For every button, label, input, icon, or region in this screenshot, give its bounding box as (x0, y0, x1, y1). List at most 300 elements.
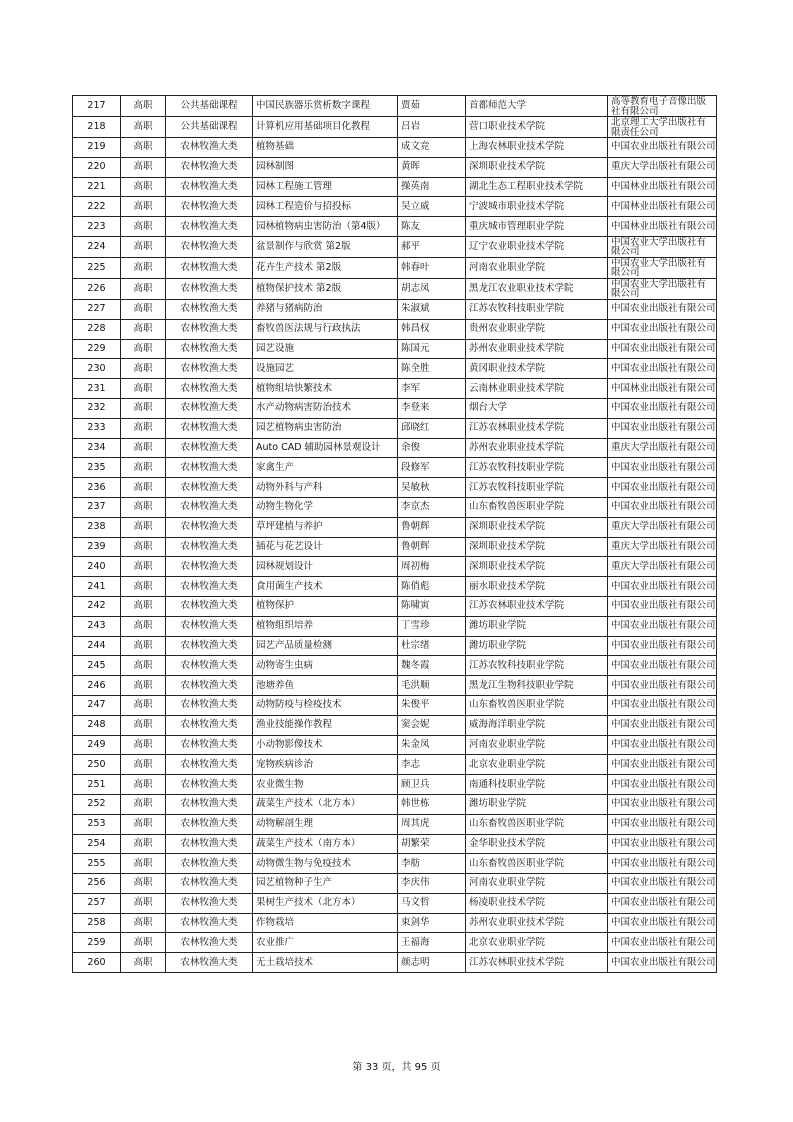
school-cell: 黄冈职业技术学院 (466, 359, 608, 379)
row-number-cell: 246 (73, 676, 121, 696)
category-cell: 农林牧渔大类 (166, 299, 253, 319)
course-name-cell: 园林制图 (253, 157, 398, 177)
row-number-cell: 229 (73, 339, 121, 359)
category-cell: 农林牧渔大类 (166, 339, 253, 359)
row-number-cell: 234 (73, 438, 121, 458)
level-cell: 高职 (121, 319, 166, 339)
author-cell: 杜宗绪 (398, 636, 466, 656)
category-cell: 农林牧渔大类 (166, 814, 253, 834)
publisher-cell: 中国农业出版社有限公司 (608, 715, 717, 735)
category-cell: 农林牧渔大类 (166, 438, 253, 458)
author-cell: 鲁朝辉 (398, 537, 466, 557)
publisher-cell: 中国农业出版社有限公司 (608, 596, 717, 616)
author-cell: 陈俏彪 (398, 577, 466, 597)
level-cell: 高职 (121, 478, 166, 498)
school-cell: 潍坊职业学院 (466, 616, 608, 636)
category-cell: 农林牧渔大类 (166, 577, 253, 597)
row-number-cell: 220 (73, 157, 121, 177)
school-cell: 金华职业技术学院 (466, 834, 608, 854)
author-cell: 周初梅 (398, 557, 466, 577)
course-name-cell: 园林植物病虫害防治（第4版） (253, 217, 398, 237)
row-number-cell: 217 (73, 96, 121, 117)
level-cell: 高职 (121, 577, 166, 597)
publisher-cell: 中国农业出版社有限公司 (608, 854, 717, 874)
category-cell: 农林牧渔大类 (166, 933, 253, 953)
author-cell: 窦会妮 (398, 715, 466, 735)
publisher-cell: 北京理工大学出版社有限责任公司 (608, 117, 717, 138)
school-cell: 云南林业职业技术学院 (466, 379, 608, 399)
school-cell: 江苏农林职业技术学院 (466, 953, 608, 973)
course-name-cell: Auto CAD 辅助园林景观设计 (253, 438, 398, 458)
row-number-cell: 226 (73, 278, 121, 299)
course-name-cell: 植物组培快繁技术 (253, 379, 398, 399)
table-row (73, 339, 717, 359)
level-cell: 高职 (121, 616, 166, 636)
publisher-cell: 中国农业出版社有限公司 (608, 478, 717, 498)
category-cell: 农林牧渔大类 (166, 636, 253, 656)
table-row (73, 236, 717, 257)
level-cell: 高职 (121, 893, 166, 913)
school-cell: 首都师范大学 (466, 96, 608, 117)
row-number-cell: 248 (73, 715, 121, 735)
school-cell: 江苏农牧科技职业学院 (466, 458, 608, 478)
author-cell: 韩世栋 (398, 794, 466, 814)
author-cell: 邱晓红 (398, 418, 466, 438)
school-cell: 辽宁农业职业技术学院 (466, 236, 608, 257)
publisher-cell: 中国农业出版社有限公司 (608, 735, 717, 755)
category-cell: 农林牧渔大类 (166, 458, 253, 478)
table-row (73, 478, 717, 498)
category-cell: 农林牧渔大类 (166, 517, 253, 537)
level-cell: 高职 (121, 874, 166, 894)
school-cell: 河南农业职业学院 (466, 874, 608, 894)
table-row (73, 577, 717, 597)
school-cell: 重庆城市管理职业学院 (466, 217, 608, 237)
publisher-cell: 中国农业出版社有限公司 (608, 755, 717, 775)
row-number-cell: 232 (73, 398, 121, 418)
row-number-cell: 233 (73, 418, 121, 438)
row-number-cell: 231 (73, 379, 121, 399)
course-name-cell: 农业微生物 (253, 775, 398, 795)
category-cell: 农林牧渔大类 (166, 735, 253, 755)
author-cell: 韩春叶 (398, 257, 466, 278)
row-number-cell: 243 (73, 616, 121, 636)
school-cell: 河南农业职业学院 (466, 257, 608, 278)
row-number-cell: 219 (73, 138, 121, 158)
publisher-cell: 中国农业大学出版社有限公司 (608, 236, 717, 257)
course-name-cell: 畜牧兽医法规与行政执法 (253, 319, 398, 339)
author-cell: 束剑华 (398, 913, 466, 933)
row-number-cell: 227 (73, 299, 121, 319)
course-name-cell: 食用菌生产技术 (253, 577, 398, 597)
publisher-cell: 中国农业出版社有限公司 (608, 656, 717, 676)
category-cell: 农林牧渔大类 (166, 874, 253, 894)
page-number: 第 33 页，共 95 页 (352, 1062, 441, 1073)
level-cell: 高职 (121, 458, 166, 478)
level-cell: 高职 (121, 379, 166, 399)
table-row (73, 438, 717, 458)
level-cell: 高职 (121, 497, 166, 517)
table-row (73, 117, 717, 138)
row-number-cell: 237 (73, 497, 121, 517)
row-number-cell: 247 (73, 695, 121, 715)
school-cell: 江苏农林职业技术学院 (466, 596, 608, 616)
level-cell: 高职 (121, 854, 166, 874)
row-number-cell: 252 (73, 794, 121, 814)
table-row (73, 96, 717, 117)
table-row (73, 157, 717, 177)
level-cell: 高职 (121, 913, 166, 933)
table-row (73, 715, 717, 735)
category-cell: 农林牧渔大类 (166, 775, 253, 795)
row-number-cell: 230 (73, 359, 121, 379)
level-cell: 高职 (121, 217, 166, 237)
row-number-cell: 244 (73, 636, 121, 656)
course-name-cell: 动物外科与产科 (253, 478, 398, 498)
category-cell: 农林牧渔大类 (166, 398, 253, 418)
course-name-cell: 植物组织培养 (253, 616, 398, 636)
category-cell: 农林牧渔大类 (166, 497, 253, 517)
course-name-cell: 动物寄生虫病 (253, 656, 398, 676)
author-cell: 郝平 (398, 236, 466, 257)
author-cell: 陈全胜 (398, 359, 466, 379)
row-number-cell: 236 (73, 478, 121, 498)
author-cell: 吕岩 (398, 117, 466, 138)
school-cell: 江苏农牧科技职业学院 (466, 656, 608, 676)
school-cell: 深圳职业技术学院 (466, 537, 608, 557)
school-cell: 山东畜牧兽医职业学院 (466, 497, 608, 517)
school-cell: 威海海洋职业学院 (466, 715, 608, 735)
row-number-cell: 249 (73, 735, 121, 755)
row-number-cell: 260 (73, 953, 121, 973)
row-number-cell: 224 (73, 236, 121, 257)
table-row (73, 854, 717, 874)
level-cell: 高职 (121, 257, 166, 278)
category-cell: 农林牧渔大类 (166, 217, 253, 237)
category-cell: 农林牧渔大类 (166, 715, 253, 735)
table-row (73, 537, 717, 557)
row-number-cell: 241 (73, 577, 121, 597)
school-cell: 山东畜牧兽医职业学院 (466, 695, 608, 715)
school-cell: 黑龙江农业职业技术学院 (466, 278, 608, 299)
table-row (73, 735, 717, 755)
author-cell: 朱俊平 (398, 695, 466, 715)
course-name-cell: 草坪建植与养护 (253, 517, 398, 537)
school-cell: 苏州农业职业技术学院 (466, 438, 608, 458)
level-cell: 高职 (121, 278, 166, 299)
table-row (73, 893, 717, 913)
category-cell: 农林牧渔大类 (166, 656, 253, 676)
row-number-cell: 242 (73, 596, 121, 616)
category-cell: 农林牧渔大类 (166, 537, 253, 557)
school-cell: 潍坊职业学院 (466, 794, 608, 814)
publisher-cell: 中国农业出版社有限公司 (608, 953, 717, 973)
publisher-cell: 重庆大学出版社有限公司 (608, 537, 717, 557)
publisher-cell: 中国农业出版社有限公司 (608, 339, 717, 359)
course-name-cell: 池塘养鱼 (253, 676, 398, 696)
publisher-cell: 重庆大学出版社有限公司 (608, 157, 717, 177)
author-cell: 毛洪顺 (398, 676, 466, 696)
row-number-cell: 256 (73, 874, 121, 894)
category-cell: 农林牧渔大类 (166, 157, 253, 177)
category-cell: 农林牧渔大类 (166, 418, 253, 438)
school-cell: 苏州农业职业技术学院 (466, 339, 608, 359)
row-number-cell: 251 (73, 775, 121, 795)
school-cell: 江苏农牧科技职业学院 (466, 478, 608, 498)
course-name-cell: 植物基础 (253, 138, 398, 158)
row-number-cell: 225 (73, 257, 121, 278)
level-cell: 高职 (121, 695, 166, 715)
category-cell: 农林牧渔大类 (166, 913, 253, 933)
school-cell: 湖北生态工程职业技术学院 (466, 177, 608, 197)
course-name-cell: 园艺产品质量检测 (253, 636, 398, 656)
level-cell: 高职 (121, 596, 166, 616)
row-number-cell: 259 (73, 933, 121, 953)
author-cell: 李庆伟 (398, 874, 466, 894)
level-cell: 高职 (121, 236, 166, 257)
category-cell: 农林牧渔大类 (166, 794, 253, 814)
publisher-cell: 中国农业出版社有限公司 (608, 418, 717, 438)
level-cell: 高职 (121, 517, 166, 537)
category-cell: 农林牧渔大类 (166, 755, 253, 775)
author-cell: 吴立威 (398, 197, 466, 217)
category-cell: 农林牧渔大类 (166, 236, 253, 257)
level-cell: 高职 (121, 755, 166, 775)
table-row (73, 418, 717, 438)
school-cell: 山东畜牧兽医职业学院 (466, 854, 608, 874)
author-cell: 胡志凤 (398, 278, 466, 299)
publisher-cell: 中国农业出版社有限公司 (608, 398, 717, 418)
school-cell: 深圳职业技术学院 (466, 157, 608, 177)
author-cell: 贾茹 (398, 96, 466, 117)
author-cell: 李舫 (398, 854, 466, 874)
school-cell: 苏州农业职业技术学院 (466, 913, 608, 933)
level-cell: 高职 (121, 834, 166, 854)
row-number-cell: 240 (73, 557, 121, 577)
table-row (73, 138, 717, 158)
author-cell: 朱金凤 (398, 735, 466, 755)
level-cell: 高职 (121, 814, 166, 834)
course-name-cell: 设施园艺 (253, 359, 398, 379)
publisher-cell: 中国农业出版社有限公司 (608, 359, 717, 379)
course-name-cell: 动物生物化学 (253, 497, 398, 517)
author-cell: 马文哲 (398, 893, 466, 913)
table-row (73, 177, 717, 197)
table-row (73, 695, 717, 715)
school-cell: 杨凌职业技术学院 (466, 893, 608, 913)
author-cell: 王福海 (398, 933, 466, 953)
course-name-cell: 小动物影像技术 (253, 735, 398, 755)
category-cell: 公共基础课程 (166, 96, 253, 117)
author-cell: 胡繁荣 (398, 834, 466, 854)
publisher-cell: 中国农业大学出版社有限公司 (608, 257, 717, 278)
author-cell: 陈友 (398, 217, 466, 237)
school-cell: 深圳职业技术学院 (466, 557, 608, 577)
course-name-cell: 动物防疫与检疫技术 (253, 695, 398, 715)
author-cell: 魏冬霞 (398, 656, 466, 676)
school-cell: 黑龙江生物科技职业学院 (466, 676, 608, 696)
publisher-cell: 中国农业出版社有限公司 (608, 299, 717, 319)
level-cell: 高职 (121, 138, 166, 158)
publisher-cell: 中国林业出版社有限公司 (608, 379, 717, 399)
row-number-cell: 250 (73, 755, 121, 775)
course-name-cell: 计算机应用基础项目化教程 (253, 117, 398, 138)
publisher-cell: 中国林业出版社有限公司 (608, 177, 717, 197)
level-cell: 高职 (121, 656, 166, 676)
row-number-cell: 221 (73, 177, 121, 197)
school-cell: 上海农林职业技术学院 (466, 138, 608, 158)
school-cell: 贵州农业职业学院 (466, 319, 608, 339)
textbook-table (72, 95, 717, 973)
level-cell: 高职 (121, 177, 166, 197)
table-row (73, 656, 717, 676)
author-cell: 朱淑斌 (398, 299, 466, 319)
category-cell: 农林牧渔大类 (166, 854, 253, 874)
publisher-cell: 高等教育电子音像出版社有限公司 (608, 96, 717, 117)
category-cell: 农林牧渔大类 (166, 557, 253, 577)
category-cell: 农林牧渔大类 (166, 478, 253, 498)
table-row (73, 775, 717, 795)
row-number-cell: 255 (73, 854, 121, 874)
level-cell: 高职 (121, 794, 166, 814)
table-row (73, 557, 717, 577)
category-cell: 农林牧渔大类 (166, 676, 253, 696)
school-cell: 潍坊职业学院 (466, 636, 608, 656)
table-row (73, 197, 717, 217)
publisher-cell: 中国农业出版社有限公司 (608, 933, 717, 953)
course-name-cell: 植物保护 (253, 596, 398, 616)
level-cell: 高职 (121, 359, 166, 379)
row-number-cell: 235 (73, 458, 121, 478)
category-cell: 农林牧渔大类 (166, 695, 253, 715)
school-cell: 深圳职业技术学院 (466, 517, 608, 537)
table-row (73, 953, 717, 973)
level-cell: 高职 (121, 96, 166, 117)
table-row (73, 834, 717, 854)
table-row (73, 319, 717, 339)
publisher-cell: 中国农业出版社有限公司 (608, 874, 717, 894)
row-number-cell: 222 (73, 197, 121, 217)
course-name-cell: 园艺设施 (253, 339, 398, 359)
publisher-cell: 中国农业出版社有限公司 (608, 138, 717, 158)
course-name-cell: 无土栽培技术 (253, 953, 398, 973)
level-cell: 高职 (121, 398, 166, 418)
school-cell: 南通科技职业学院 (466, 775, 608, 795)
row-number-cell: 257 (73, 893, 121, 913)
level-cell: 高职 (121, 775, 166, 795)
category-cell: 农林牧渔大类 (166, 616, 253, 636)
author-cell: 丁雪珍 (398, 616, 466, 636)
table-row (73, 913, 717, 933)
course-name-cell: 植物保护技术 第2版 (253, 278, 398, 299)
level-cell: 高职 (121, 735, 166, 755)
course-name-cell: 渔业技能操作教程 (253, 715, 398, 735)
publisher-cell: 中国农业大学出版社有限公司 (608, 278, 717, 299)
author-cell: 成文竞 (398, 138, 466, 158)
level-cell: 高职 (121, 299, 166, 319)
publisher-cell: 中国农业出版社有限公司 (608, 794, 717, 814)
course-name-cell: 园林工程施工管理 (253, 177, 398, 197)
publisher-cell: 中国农业出版社有限公司 (608, 814, 717, 834)
level-cell: 高职 (121, 557, 166, 577)
table-row (73, 299, 717, 319)
school-cell: 江苏农林职业技术学院 (466, 418, 608, 438)
school-cell: 山东畜牧兽医职业学院 (466, 814, 608, 834)
course-name-cell: 果树生产技术（北方本） (253, 893, 398, 913)
table-row (73, 458, 717, 478)
category-cell: 农林牧渔大类 (166, 177, 253, 197)
course-name-cell: 园林工程造价与招投标 (253, 197, 398, 217)
publisher-cell: 中国农业出版社有限公司 (608, 834, 717, 854)
course-name-cell: 家禽生产 (253, 458, 398, 478)
publisher-cell: 中国农业出版社有限公司 (608, 893, 717, 913)
table-row (73, 257, 717, 278)
publisher-cell: 中国农业出版社有限公司 (608, 616, 717, 636)
level-cell: 高职 (121, 715, 166, 735)
row-number-cell: 239 (73, 537, 121, 557)
author-cell: 李志 (398, 755, 466, 775)
table-row (73, 636, 717, 656)
row-number-cell: 228 (73, 319, 121, 339)
author-cell: 段修军 (398, 458, 466, 478)
course-name-cell: 动物解剖生理 (253, 814, 398, 834)
course-name-cell: 养猪与猪病防治 (253, 299, 398, 319)
course-name-cell: 蔬菜生产技术（南方本） (253, 834, 398, 854)
publisher-cell: 中国农业出版社有限公司 (608, 695, 717, 715)
table-row (73, 517, 717, 537)
course-name-cell: 插花与花艺设计 (253, 537, 398, 557)
table-row (73, 755, 717, 775)
table-row (73, 278, 717, 299)
school-cell: 北京农业职业学院 (466, 933, 608, 953)
publisher-cell: 中国农业出版社有限公司 (608, 636, 717, 656)
row-number-cell: 258 (73, 913, 121, 933)
school-cell: 北京农业职业学院 (466, 755, 608, 775)
author-cell: 李登来 (398, 398, 466, 418)
level-cell: 高职 (121, 636, 166, 656)
course-name-cell: 农业推广 (253, 933, 398, 953)
row-number-cell: 254 (73, 834, 121, 854)
category-cell: 农林牧渔大类 (166, 138, 253, 158)
course-name-cell: 盆景制作与欣赏 第2版 (253, 236, 398, 257)
school-cell: 丽水职业技术学院 (466, 577, 608, 597)
publisher-cell: 中国农业出版社有限公司 (608, 458, 717, 478)
category-cell: 农林牧渔大类 (166, 596, 253, 616)
publisher-cell: 重庆大学出版社有限公司 (608, 557, 717, 577)
course-name-cell: 园林规划设计 (253, 557, 398, 577)
course-name-cell: 动物微生物与免疫技术 (253, 854, 398, 874)
category-cell: 公共基础课程 (166, 117, 253, 138)
publisher-cell: 中国农业出版社有限公司 (608, 913, 717, 933)
publisher-cell: 中国农业出版社有限公司 (608, 319, 717, 339)
table-row (73, 398, 717, 418)
table-row (73, 359, 717, 379)
category-cell: 农林牧渔大类 (166, 278, 253, 299)
author-cell: 陈啸寅 (398, 596, 466, 616)
table-row (73, 217, 717, 237)
table-row (73, 874, 717, 894)
author-cell: 颜志明 (398, 953, 466, 973)
level-cell: 高职 (121, 418, 166, 438)
author-cell: 陈国元 (398, 339, 466, 359)
publisher-cell: 重庆大学出版社有限公司 (608, 517, 717, 537)
level-cell: 高职 (121, 197, 166, 217)
row-number-cell: 218 (73, 117, 121, 138)
course-name-cell: 宠物疾病诊治 (253, 755, 398, 775)
author-cell: 鲁朝辉 (398, 517, 466, 537)
course-name-cell: 水产动物病害防治技术 (253, 398, 398, 418)
school-cell: 烟台大学 (466, 398, 608, 418)
